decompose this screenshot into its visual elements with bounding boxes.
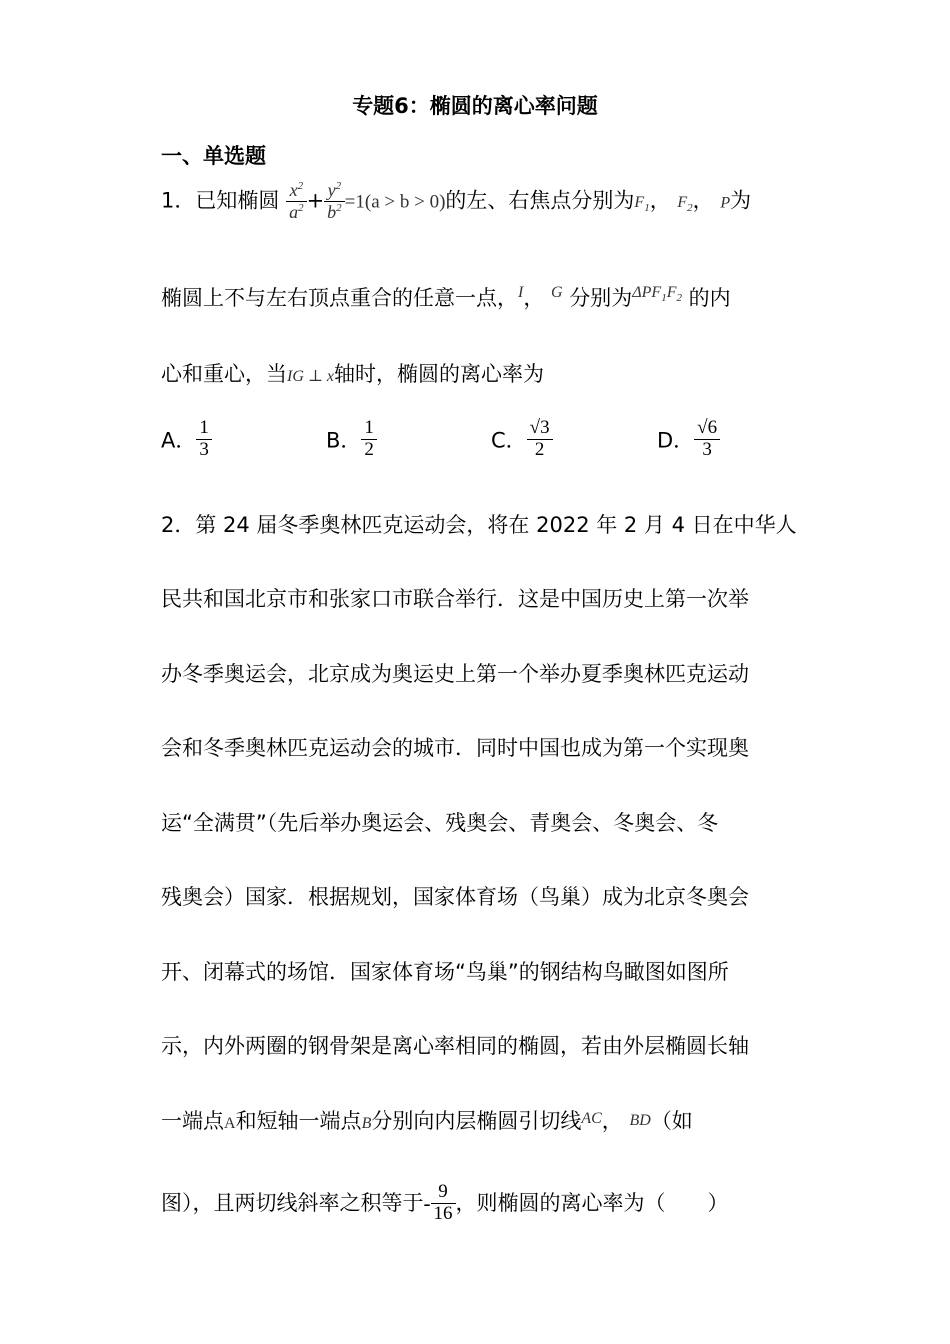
option-d[interactable]: D． $\frac{√6}{3}$ <box>657 418 720 461</box>
section-heading: 一、单选题 <box>161 144 266 168</box>
ellipse-formula-x-term: $\frac{x^2}{a^2}$ <box>286 180 307 223</box>
slope-product-fraction: $\frac{9}{16}$ <box>431 1182 456 1225</box>
q2-line: 开、闭幕式的场馆．国家体育场“鸟巢”的钢结构鸟瞰图如图所 <box>161 960 729 984</box>
q2-line: 运“全满贯”（先后举办奥运会、残奥会、青奥会、冬奥会、冬 <box>161 811 719 835</box>
focus-f1: $F_1$ <box>634 194 650 215</box>
minus-sign: - <box>423 1190 431 1215</box>
option-b-fraction: $\frac{1}{2}$ <box>361 418 377 461</box>
point-i: I <box>518 284 524 301</box>
option-a-fraction: $\frac{1}{3}$ <box>196 418 212 461</box>
q1-line-3: 心和重心，当IG ⊥ x轴时，椭圆的离心率为 <box>161 362 545 386</box>
q2-line: 办冬季奥运会，北京成为奥运史上第一个举办夏季奥林匹克运动 <box>161 662 749 686</box>
option-b[interactable]: B． $\frac{1}{2}$ <box>326 418 377 461</box>
ellipse-formula-y-term: $\frac{y^2}{b^2}$ <box>324 180 345 223</box>
q1-line-2: 椭圆上不与左右顶点重合的任意一点，$^I$， $^G$ 分别为$^{\Delta PF_1F_2}$ 的内 <box>161 284 731 310</box>
point-b: B <box>361 1115 372 1132</box>
focus-f2: $F_2$ <box>677 194 693 215</box>
q2-line-9: 一端点A和短轴一端点B分别向内层椭圆引切线$^{AC}$， BD（如 <box>161 1109 693 1133</box>
page-title: 专题6：椭圆的离心率问题 <box>352 94 598 118</box>
perpendicular-condition: IG ⊥ x <box>287 368 335 385</box>
q2-line: 民共和国北京市和张家口市联合举行．这是中国历史上第一次举 <box>161 587 749 611</box>
option-a[interactable]: A． $\frac{1}{3}$ <box>161 418 212 461</box>
q2-line: 2．第 24 届冬季奥林匹克运动会，将在 2022 年 2 月 4 日在中华人 <box>161 513 797 537</box>
q2-line-10: 图），且两切线斜率之积等于- $\frac{9}{16}$ ，则椭圆的离心率为（ ） <box>161 1181 729 1224</box>
tangent-bd: BD <box>629 1112 651 1129</box>
q1-line-1: 1．已知椭圆 $\frac{x^2}{a^2}$ + $\frac{y^2}{b^2}$ =1(a > b > 0)的左、右焦点分别为$F_1$， $F_2$， P为 <box>161 180 752 222</box>
point-p: P <box>720 194 731 212</box>
point-a: A <box>224 1115 236 1132</box>
point-g: G <box>551 284 563 301</box>
option-d-fraction: $\frac{√6}{3}$ <box>694 418 720 461</box>
option-c[interactable]: C． $\frac{√3}{2}$ <box>491 418 553 461</box>
q2-line: 会和冬季奥林匹克运动会的城市．同时中国也成为第一个实现奥 <box>161 736 749 760</box>
q1-number: 1． <box>161 188 196 213</box>
q2-line: 残奥会）国家．根据规划，国家体育场（鸟巢）成为北京冬奥会 <box>161 885 749 909</box>
triangle-pf1f2: ΔPF1F2 <box>632 284 682 305</box>
q2-line: 示，内外两圈的钢骨架是离心率相同的椭圆，若由外层椭圆长轴 <box>161 1034 749 1058</box>
option-c-fraction: $\frac{√3}{2}$ <box>527 418 553 461</box>
ellipse-formula-condition: =1(a > b > 0) <box>344 191 446 213</box>
tangent-ac: AC <box>581 1110 602 1127</box>
